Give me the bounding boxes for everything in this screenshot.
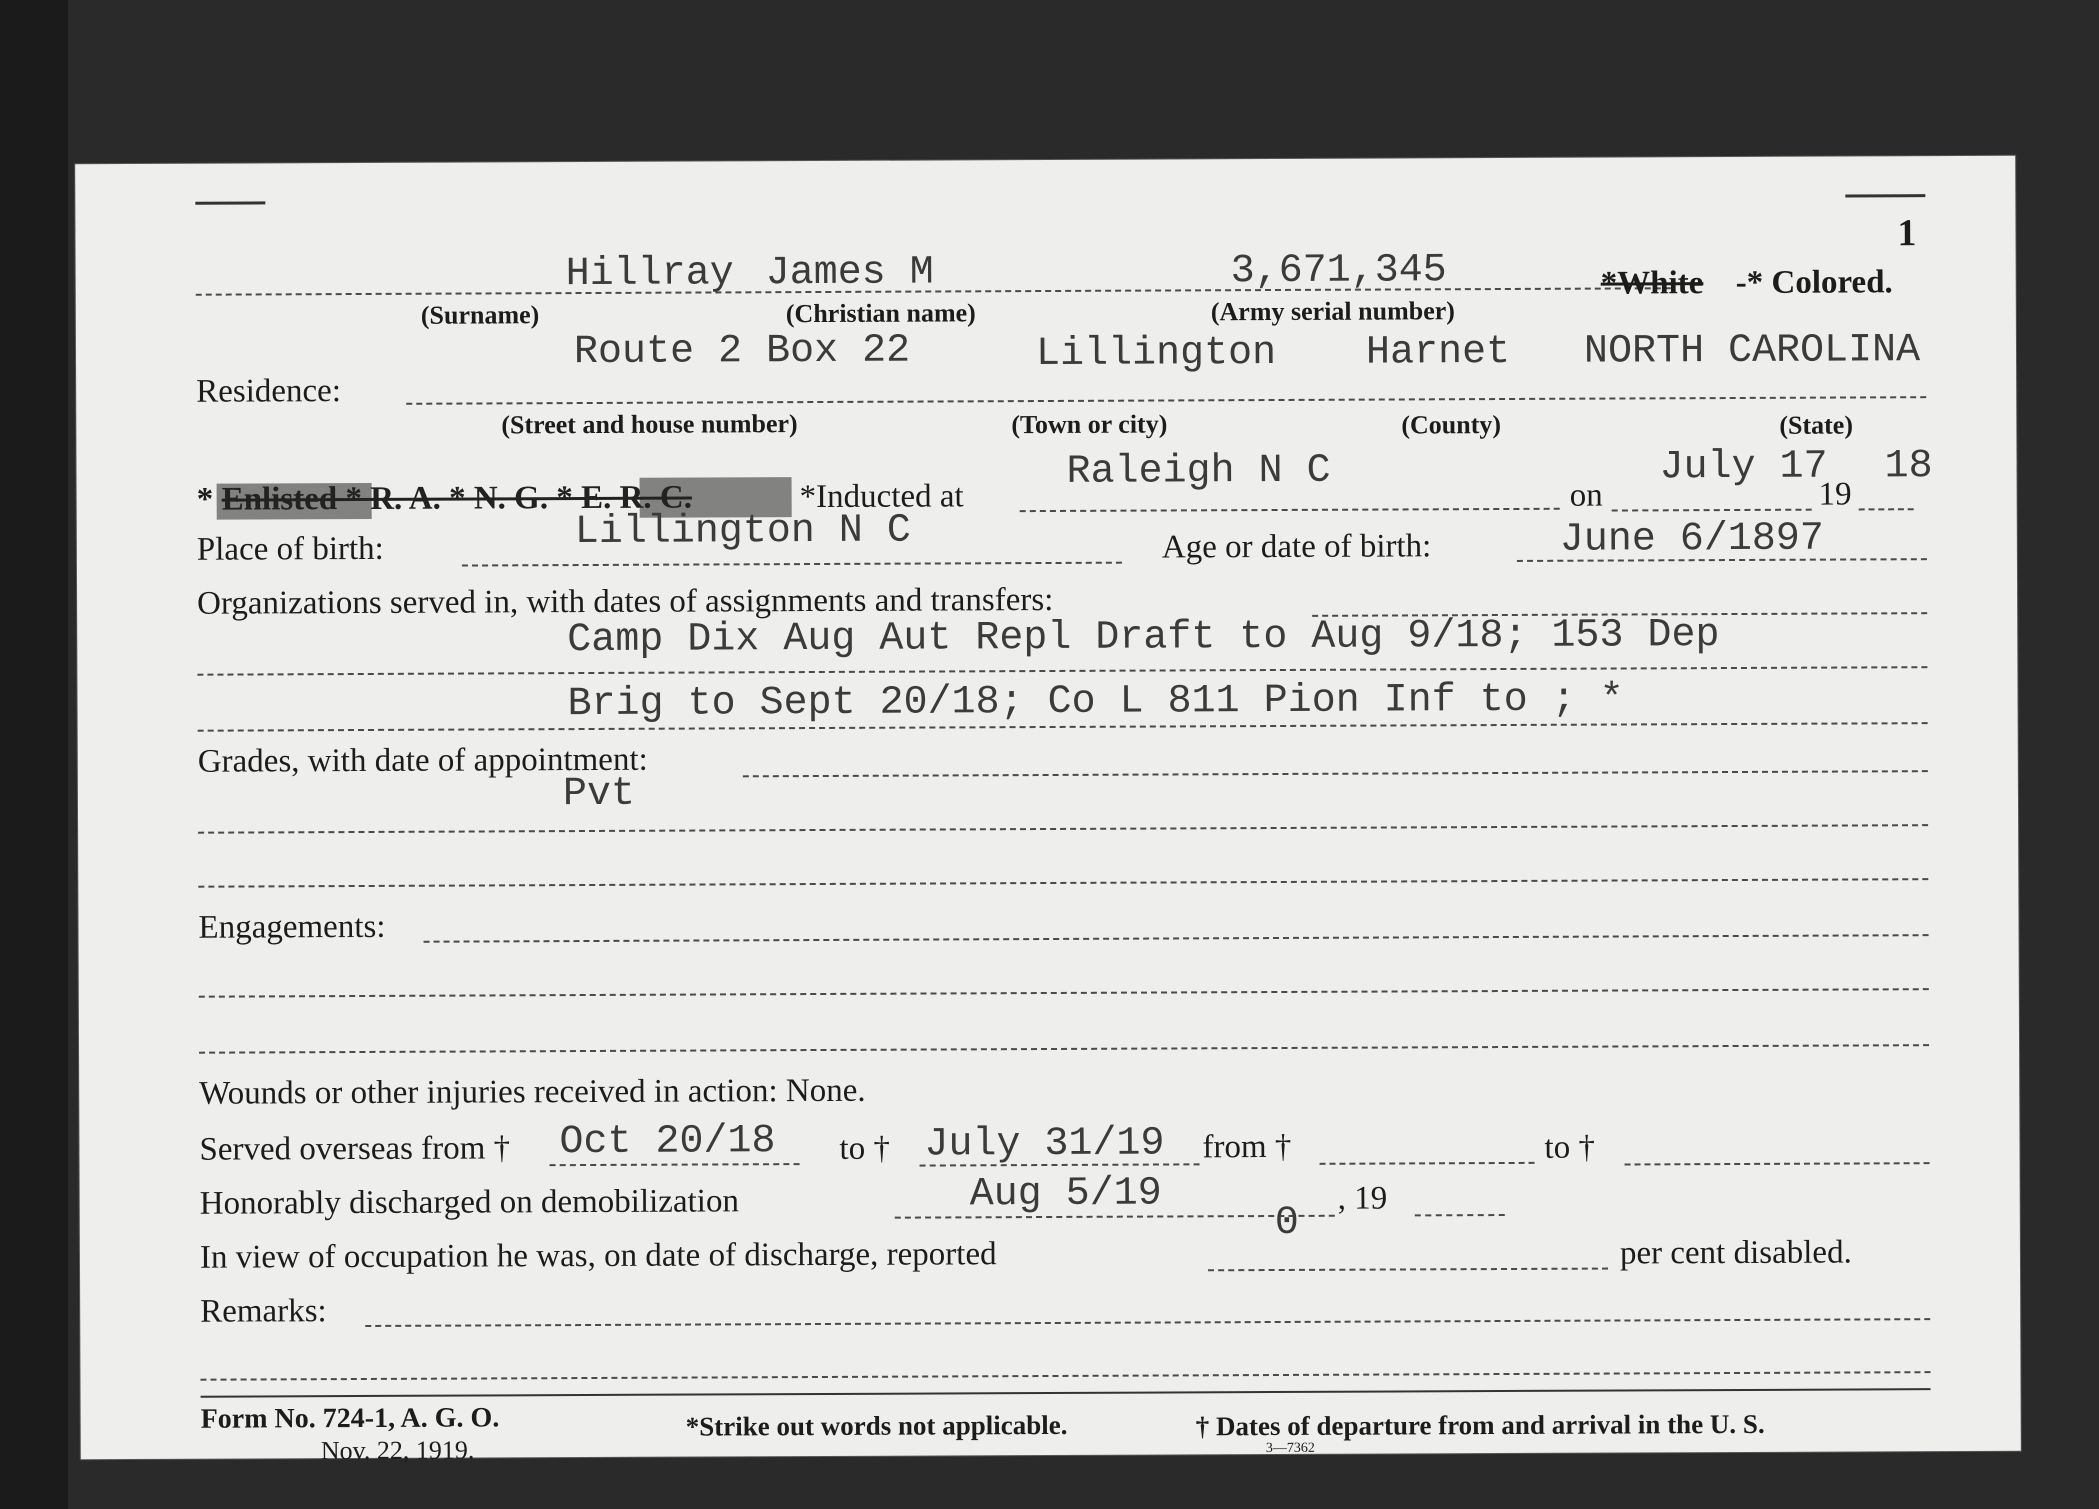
state-value: NORTH CAROLINA bbox=[1583, 328, 1921, 375]
strike-note: *Strike out words not applicable. bbox=[685, 1409, 1068, 1442]
footer-rule bbox=[201, 1388, 1931, 1398]
inducted-year-value: 18 bbox=[1884, 444, 1933, 490]
grades-line-2 bbox=[198, 878, 1928, 888]
residence-label: Residence: bbox=[196, 373, 342, 410]
disability-suffix: per cent disabled. bbox=[1619, 1234, 1852, 1272]
service-record-card bbox=[75, 156, 2021, 1466]
organizations-label: Organizations served in, with dates of assignments and transfers: bbox=[197, 581, 1054, 622]
engagements-label: Engagements: bbox=[198, 908, 386, 946]
organizations-line1: Camp Dix Aug Aut Repl Draft to Aug 9/18; 153 Dep bbox=[567, 613, 1720, 664]
overseas-to2-label: to † bbox=[1544, 1129, 1595, 1166]
christian-name-value: James M bbox=[765, 250, 934, 297]
discharge-date-value: Aug 5/19 bbox=[969, 1171, 1162, 1218]
remarks-line-0 bbox=[365, 1318, 1930, 1327]
organizations-line2: Brig to Sept 20/18; Co L 811 Pion Inf to ; * bbox=[567, 677, 1624, 728]
county-value: Harnet bbox=[1365, 329, 1511, 376]
grades-line-0 bbox=[743, 770, 1928, 777]
street-caption: (Street and house number) bbox=[501, 409, 798, 440]
top-right-rule bbox=[1845, 194, 1925, 197]
card-number: 1 bbox=[1897, 212, 1917, 255]
discharge-label: Honorably discharged on demobilization bbox=[199, 1183, 739, 1222]
birthplace-line bbox=[462, 562, 1122, 567]
disability-line bbox=[1208, 1268, 1608, 1272]
wounds-label: Wounds or other injuries received in action: None. bbox=[199, 1072, 866, 1112]
overseas-from2-line bbox=[1320, 1162, 1535, 1165]
disability-value: 0 bbox=[1274, 1200, 1299, 1247]
enlisted-star: * bbox=[196, 481, 214, 518]
overseas-label: Served overseas from † bbox=[199, 1130, 511, 1168]
disability-label: In view of occupation he was, on date of discharge, reported bbox=[199, 1236, 997, 1276]
year-line bbox=[1859, 508, 1914, 510]
enlistment-options: Enlisted * R. A. * N. G. * E. R. C. bbox=[221, 479, 693, 518]
remarks-label: Remarks: bbox=[200, 1293, 327, 1330]
birthplace-value: Lillington N C bbox=[574, 508, 911, 556]
serial-number-value: 3,671,345 bbox=[1230, 248, 1447, 295]
residence-line bbox=[406, 396, 1926, 405]
town-caption: (Town or city) bbox=[1011, 409, 1168, 440]
grades-value: Pvt bbox=[562, 771, 636, 818]
year-prefix: 19 bbox=[1818, 476, 1852, 513]
christian-name-caption: (Christian name) bbox=[785, 298, 976, 329]
overseas-from-value: Oct 20/18 bbox=[559, 1119, 776, 1166]
engagements-line-0 bbox=[424, 934, 1929, 943]
serial-caption: (Army serial number) bbox=[1210, 296, 1455, 327]
form-date: Nov. 22, 1919. bbox=[320, 1435, 475, 1466]
street-value: Route 2 Box 22 bbox=[573, 328, 911, 376]
grades-line-1 bbox=[198, 824, 1928, 834]
remarks-line-1 bbox=[200, 1371, 1930, 1381]
birthdate-label: Age or date of birth: bbox=[1161, 528, 1432, 566]
on-label: on bbox=[1569, 477, 1603, 514]
print-code: 3—7362 bbox=[1265, 1440, 1315, 1457]
form-number: Form No. 724-1, A. G. O. bbox=[200, 1402, 500, 1435]
engagements-line-1 bbox=[199, 988, 1929, 998]
overseas-from2-label: from † bbox=[1202, 1128, 1292, 1166]
inducted-date-value: July 17 bbox=[1659, 444, 1828, 491]
surname-caption: (Surname) bbox=[420, 300, 540, 330]
race-colored-option: -* Colored. bbox=[1735, 264, 1893, 301]
top-left-rule bbox=[195, 201, 265, 204]
scanner-background bbox=[0, 0, 68, 1509]
grades-label: Grades, with date of appointment: bbox=[197, 741, 648, 780]
race-white-option: *White bbox=[1600, 265, 1704, 302]
surname-value: Hillray bbox=[565, 251, 734, 298]
birthdate-value: June 6/1897 bbox=[1559, 516, 1824, 563]
date-line bbox=[1612, 509, 1812, 512]
discharge-year-line bbox=[1415, 1214, 1505, 1216]
state-caption: (State) bbox=[1779, 410, 1854, 440]
dagger-note: † Dates of departure from and arrival in the U. S. bbox=[1195, 1408, 1765, 1442]
inducted-label: *Inducted at bbox=[799, 478, 964, 516]
discharge-line bbox=[895, 1215, 1335, 1219]
engagements-line-2 bbox=[199, 1044, 1929, 1054]
overseas-to2-line bbox=[1625, 1162, 1930, 1165]
overseas-to-value: July 31/19 bbox=[924, 1121, 1165, 1168]
birthplace-label: Place of birth: bbox=[196, 530, 384, 568]
inducted-line bbox=[1020, 508, 1560, 512]
county-caption: (County) bbox=[1401, 410, 1502, 440]
overseas-from-line bbox=[550, 1163, 800, 1166]
town-value: Lillington bbox=[1035, 331, 1277, 378]
overseas-to-label: to † bbox=[839, 1130, 890, 1167]
discharge-year-prefix: , 19 bbox=[1337, 1180, 1388, 1217]
organizations-line-1 bbox=[197, 666, 1927, 676]
inducted-place-value: Raleigh N C bbox=[1066, 448, 1331, 495]
